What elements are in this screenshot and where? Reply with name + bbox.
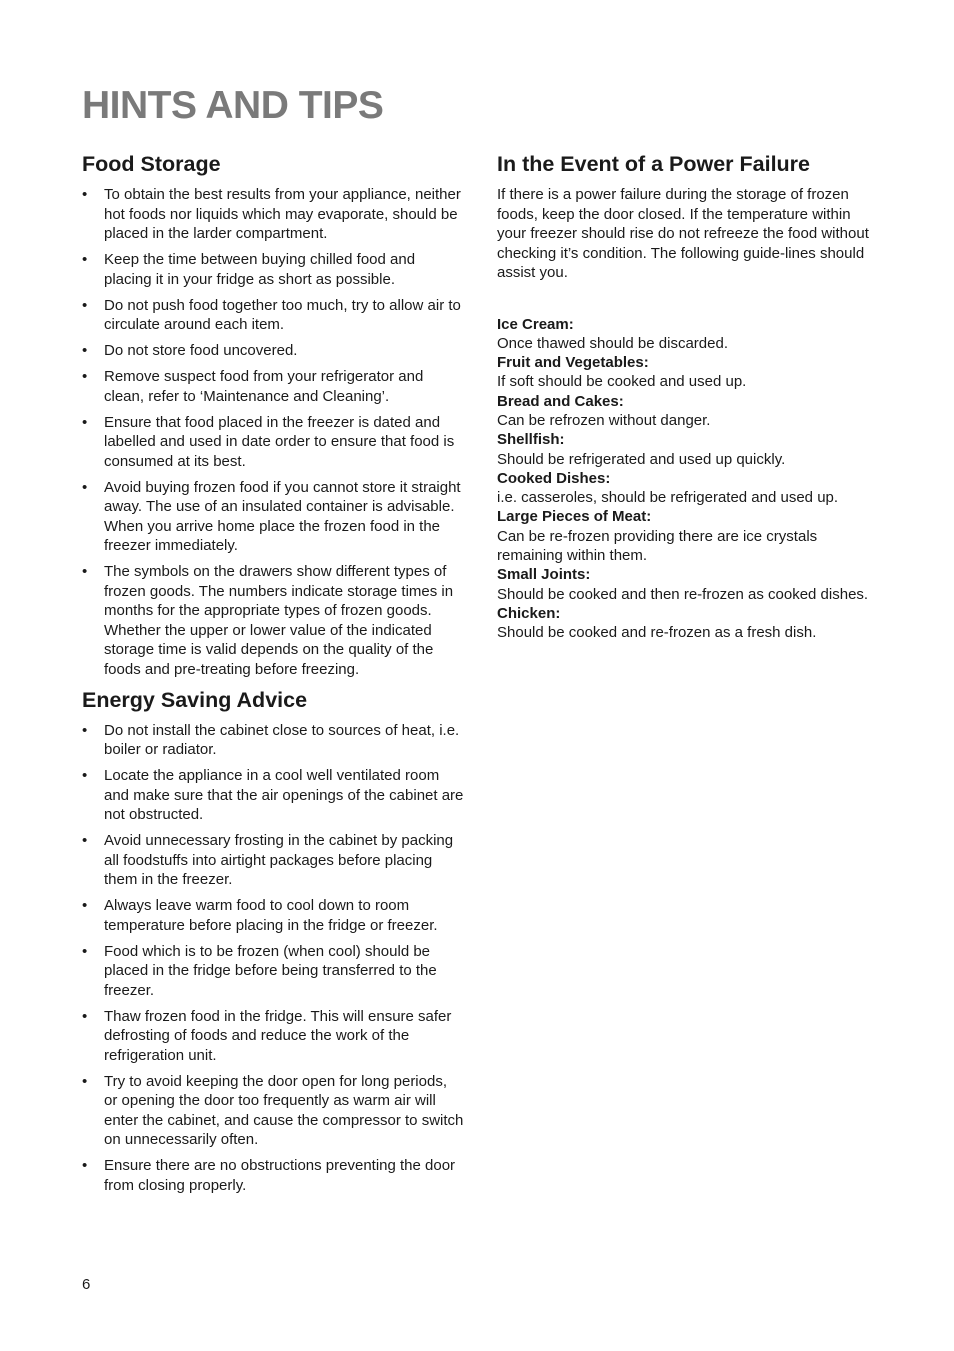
- bullet-icon: •: [82, 767, 88, 784]
- list-item: [82, 721, 464, 760]
- list-item-text: Food which is to be frozen (when cool) should be placed in the fridge before being transferred to the freezer.: [104, 942, 437, 999]
- list-item: [82, 1072, 464, 1150]
- bullet-icon: •: [82, 563, 88, 580]
- list-item: [82, 478, 464, 556]
- list-item: [82, 766, 464, 825]
- list-item: [82, 250, 464, 289]
- tip-text-shellfish: Should be refrigerated and used up quickly.: [497, 450, 786, 468]
- list-item: [82, 562, 464, 679]
- tip-text-ice-cream: Once thawed should be discarded.: [497, 334, 728, 352]
- left-column: [82, 150, 464, 1202]
- list-item: [82, 896, 464, 935]
- list-item: [82, 413, 464, 472]
- list-item-text: Always leave warm food to cool down to room temperature before placing in the fridge or freezer.: [104, 897, 438, 934]
- right-column: [497, 150, 882, 643]
- bullet-icon: •: [82, 721, 88, 739]
- tip-text-bread-cakes: Can be refrozen without danger.: [497, 411, 711, 429]
- list-item-text: The symbols on the drawers show different types of frozen goods. The numbers indicate storage times in months for the appropriate types of frozen goods. Whether the upper or lower value of the indicated storage time is valid depends on the quality of the foods and pre-treating before freezing.: [104, 563, 454, 678]
- bullet-icon: •: [82, 897, 88, 914]
- tip-text-large-meat: Can be re-frozen providing there are ice crystals remaining within them.: [497, 527, 818, 565]
- tip-term-cooked-dishes: Cooked Dishes:: [497, 469, 611, 487]
- bullet-icon: •: [82, 832, 88, 849]
- page-number: 6: [82, 1276, 91, 1293]
- tip-text-cooked-dishes: i.e. casseroles, should be refrigerated and used up.: [497, 489, 839, 507]
- bullet-icon: •: [82, 186, 88, 203]
- power-failure-tips: [497, 315, 882, 643]
- list-item-text: Remove suspect food from your refrigerator and clean, refer to ‘Maintenance and Cleaning’.: [104, 368, 424, 405]
- bullet-icon: •: [82, 1072, 88, 1090]
- energy-saving-list: [82, 721, 464, 1196]
- power-failure-heading: In the Event of a Power Failure: [497, 152, 811, 176]
- tip-text-small-joints: Should be cooked and then re-frozen as cooked dishes.: [497, 585, 869, 603]
- list-item: [82, 296, 464, 335]
- bullet-icon: •: [82, 296, 88, 314]
- tip-term-bread-cakes: Bread and Cakes:: [497, 392, 624, 410]
- power-failure-intro: If there is a power failure during the storage of frozen foods, keep the door closed. If the temperature within your freezer should rise do not refreeze the food without checking it’s condition. The following guide-lines should assist you.: [497, 186, 869, 281]
- list-item: [82, 942, 464, 1001]
- tip-text-chicken: Should be cooked and re-frozen as a fresh dish.: [497, 624, 817, 642]
- list-item-text: Try to avoid keeping the door open for long periods, or opening the door too frequently as warm air will enter the cabinet, and cause the compressor to switch on unnecessarily often.: [104, 1072, 464, 1148]
- energy-saving-heading: Energy Saving Advice: [82, 687, 308, 712]
- list-item-text: Keep the time between buying chilled food and placing it in your fridge as short as possible.: [104, 251, 416, 288]
- list-item: [82, 185, 464, 244]
- food-storage-list: [82, 185, 464, 679]
- bullet-icon: •: [82, 478, 88, 496]
- bullet-icon: •: [82, 342, 88, 359]
- list-item-text: Ensure there are no obstructions preventing the door from closing properly.: [104, 1157, 456, 1194]
- list-item: [82, 1156, 464, 1195]
- tip-term-fruit-vegetables: Fruit and Vegetables:: [497, 354, 649, 372]
- tip-term-small-joints: Small Joints:: [497, 566, 591, 584]
- tip-term-shellfish: Shellfish:: [497, 431, 565, 449]
- list-item-text: Ensure that food placed in the freezer is dated and labelled and used in date order to ensure that food is consumed at its best.: [104, 413, 455, 470]
- list-item-text: Do not store food uncovered.: [104, 342, 298, 359]
- bullet-icon: •: [82, 251, 88, 268]
- list-item: [82, 1007, 464, 1066]
- list-item-text: Thaw frozen food in the fridge. This will ensure safer defrosting of foods and reduce the work of the refrigeration unit.: [104, 1007, 452, 1064]
- tip-text-fruit-vegetables: If soft should be cooked and used up.: [497, 373, 747, 391]
- list-item-text: Do not push food together too much, try to allow air to circulate around each item.: [104, 296, 461, 333]
- page-title: HINTS AND TIPS: [82, 84, 384, 127]
- bullet-icon: •: [82, 368, 88, 385]
- list-item-text: Avoid unnecessary frosting in the cabinet by packing all foodstuffs into airtight packages before placing them in the freezer.: [104, 832, 454, 888]
- bullet-icon: •: [82, 1007, 88, 1025]
- list-item: [82, 367, 464, 406]
- list-item-text: Do not install the cabinet close to sources of heat, i.e. boiler or radiator.: [104, 721, 460, 758]
- list-item-text: Avoid buying frozen food if you cannot store it straight away. The use of an insulated container is advisable. When you arrive home place the frozen food in the freezer immediately.: [104, 478, 461, 554]
- tip-term-large-meat: Large Pieces of Meat:: [497, 508, 652, 526]
- tip-term-chicken: Chicken:: [497, 604, 561, 622]
- bullet-icon: •: [82, 413, 88, 431]
- tip-term-ice-cream: Ice Cream:: [497, 315, 574, 333]
- list-item-text: To obtain the best results from your appliance, neither hot foods nor liquids which may evaporate, should be placed in the larder compartment.: [104, 186, 461, 242]
- food-storage-heading: Food Storage: [82, 152, 221, 176]
- bullet-icon: •: [82, 942, 88, 960]
- bullet-icon: •: [82, 1157, 88, 1174]
- list-item: [82, 341, 464, 361]
- list-item-text: Locate the appliance in a cool well ventilated room and make sure that the air openings of the cabinet are not obstructed.: [104, 767, 464, 823]
- list-item: [82, 831, 464, 890]
